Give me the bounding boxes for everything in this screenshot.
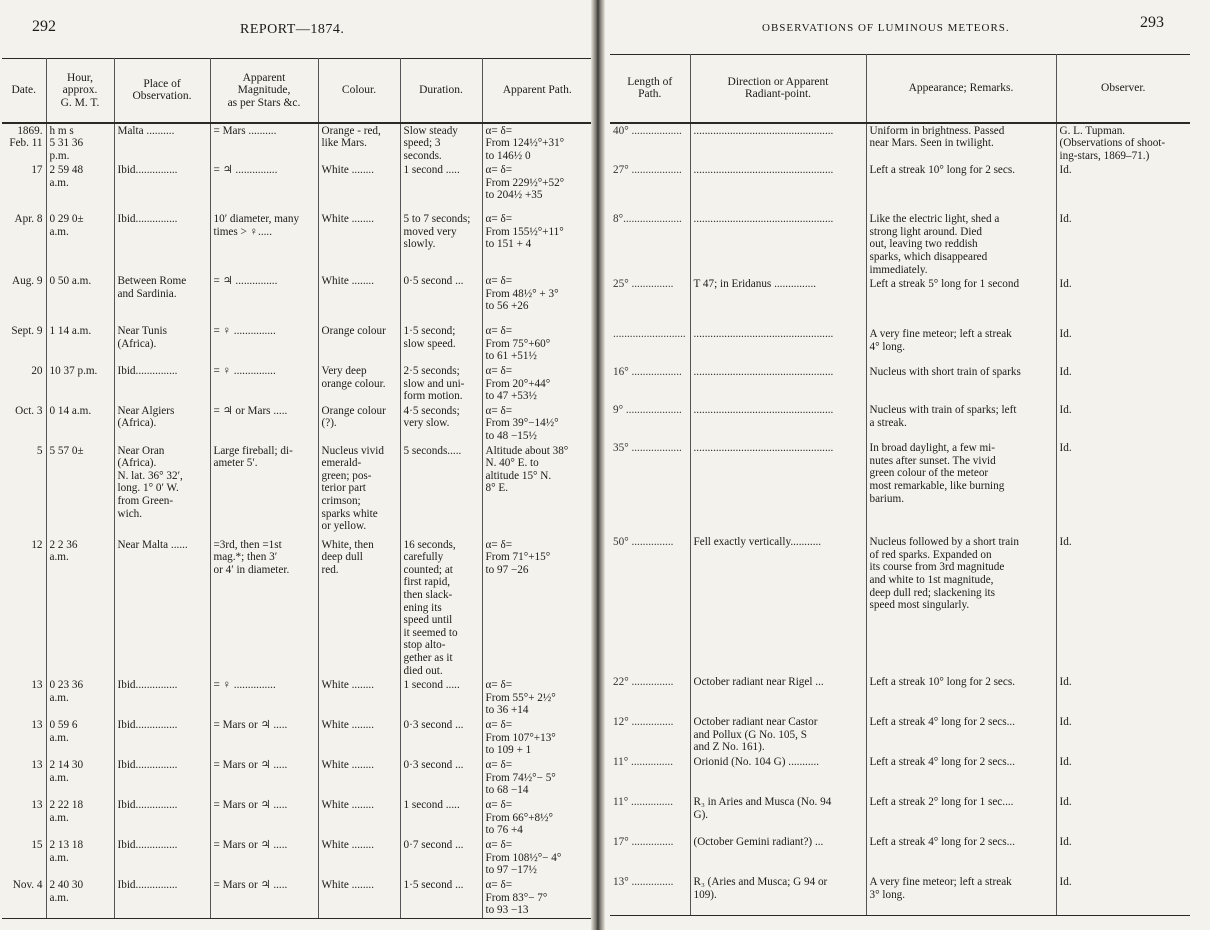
cell-observer: Id.	[1059, 796, 1072, 809]
cell-duration: Slow steady speed; 3 seconds.	[400, 123, 482, 164]
cell-length: 11° ...............	[610, 755, 690, 795]
cell-path: α= δ= From 124½°+31° to 146½ 0	[485, 124, 565, 162]
cell-duration: 2·5 seconds; slow and uni- form motion.	[400, 364, 482, 404]
page-number-right: 293	[1140, 14, 1164, 31]
cell-place: Ibid...............	[114, 364, 210, 404]
cell-path: α= δ= From 75°+60° to 61 +51½	[485, 325, 551, 363]
cell-observer: Id.	[1059, 366, 1072, 379]
cell-direction: Fell exactly vertically...........	[690, 535, 866, 675]
table-row	[610, 441, 1190, 535]
cell-duration: 1·5 second; slow speed.	[400, 324, 482, 364]
cell-duration: 1 second .....	[400, 678, 482, 718]
cell-magnitude: = ♃ or Mars .....	[210, 404, 318, 444]
table-row	[2, 838, 592, 878]
cell-remarks: Nucleus with train of sparks; left a streak.	[866, 403, 1056, 441]
cell-colour: White ........	[318, 798, 400, 838]
cell-place: Ibid...............	[114, 718, 210, 758]
cell-remarks: A very fine meteor; left a streak 4° long.	[866, 327, 1056, 365]
table-row	[610, 835, 1190, 875]
col-header-length: Length of Path.	[610, 55, 690, 123]
cell-path: α= δ= From 108½°− 4° to 97 −17½	[485, 839, 562, 877]
cell-observer: Id.	[1059, 716, 1072, 729]
table-row	[2, 212, 592, 274]
cell-remarks: Like the electric light, shed a strong light around. Died out, leaving two reddish sparks, which disappeared immediately.	[866, 212, 1056, 277]
cell-date: 20	[2, 364, 46, 404]
cell-hour: 0 14 a.m.	[46, 404, 114, 444]
cell-colour: Orange colour	[318, 324, 400, 364]
cell-date: 5	[2, 444, 46, 538]
cell-magnitude: = ♀ ...............	[210, 364, 318, 404]
cell-place: Between Rome and Sardinia.	[114, 274, 210, 324]
cell-length: 9° ....................	[610, 403, 690, 441]
cell-path: α= δ= From 74½°− 5° to 68 −14	[485, 759, 556, 797]
cell-hour: 0 29 0± a.m.	[46, 212, 114, 274]
cell-length: ..........................	[610, 327, 690, 365]
cell-date: Aug. 9	[2, 274, 46, 324]
cell-path: α= δ= From 20°+44° to 47 +53½	[485, 365, 551, 403]
col-header-colour: Colour.	[318, 59, 400, 123]
page-number-left: 292	[32, 18, 56, 35]
cell-place: Ibid...............	[114, 212, 210, 274]
left-page	[0, 0, 596, 930]
cell-path: α= δ= From 48½° + 3° to 56 +26	[485, 275, 559, 313]
cell-colour: Orange - red, like Mars.	[318, 123, 400, 164]
table-row	[610, 715, 1190, 755]
cell-date: 12	[2, 538, 46, 679]
cell-duration: 0·3 second ...	[400, 718, 482, 758]
cell-place: Near Malta ......	[114, 538, 210, 679]
cell-duration: 5 to 7 seconds; moved very slowly.	[400, 212, 482, 274]
cell-colour: White ........	[318, 274, 400, 324]
col-header-hour: Hour, approx. G. M. T.	[46, 59, 114, 123]
table-row	[2, 324, 592, 364]
cell-colour: Nucleus vivid emerald- green; pos- terior part crimson; sparks white or yellow.	[318, 444, 400, 538]
table-row	[610, 875, 1190, 915]
table-row	[2, 163, 592, 212]
cell-duration: 1 second .....	[400, 798, 482, 838]
table-row	[2, 444, 592, 538]
meteor-table-right	[610, 54, 1190, 916]
cell-direction: ..................................................	[690, 441, 866, 535]
cell-path: α= δ= From 83°− 7° to 93 −13	[482, 878, 592, 918]
cell-hour: 2 2 36 a.m.	[46, 538, 114, 679]
cell-direction: T 47; in Eridanus ...............	[690, 277, 866, 327]
cell-colour: White ........	[318, 878, 400, 918]
cell-duration: 0·5 second ...	[400, 274, 482, 324]
col-header-date: Date.	[2, 59, 46, 123]
cell-observer: Id.	[1059, 836, 1072, 849]
cell-duration: 1·5 second ...	[400, 878, 482, 918]
cell-observer: Id.	[1059, 536, 1072, 549]
cell-length: 50° ...............	[610, 535, 690, 675]
cell-remarks: Uniform in brightness. Passed near Mars. Seen in twilight.	[866, 123, 1056, 164]
cell-observer: Id.	[1059, 328, 1072, 341]
table-row	[2, 274, 592, 324]
cell-remarks: Left a streak 4° long for 2 secs...	[866, 835, 1056, 875]
cell-date: 17	[2, 163, 46, 212]
table-row	[610, 277, 1190, 327]
running-head-right: OBSERVATIONS OF LUMINOUS METEORS.	[762, 22, 1010, 34]
cell-remarks: Left a streak 10° long for 2 secs.	[866, 675, 1056, 715]
table-row	[2, 798, 592, 838]
cell-colour: Orange colour (?).	[318, 404, 400, 444]
table-row	[610, 365, 1190, 403]
cell-hour: 0 50 a.m.	[46, 274, 114, 324]
cell-colour: White ........	[318, 758, 400, 798]
cell-place: Ibid...............	[114, 838, 210, 878]
table-row	[610, 755, 1190, 795]
header-row-right	[610, 55, 1190, 123]
cell-remarks: Left a streak 10° long for 2 secs.	[866, 163, 1056, 212]
cell-magnitude: = Mars or ♃ .....	[210, 718, 318, 758]
cell-observer: Id.	[1059, 278, 1072, 291]
cell-duration: 1 second .....	[400, 163, 482, 212]
table-row	[610, 535, 1190, 675]
cell-hour: 0 23 36 a.m.	[46, 678, 114, 718]
table-row	[2, 878, 592, 918]
cell-magnitude: = ♃ ...............	[210, 163, 318, 212]
cell-direction: ..................................................	[690, 212, 866, 277]
table-row	[2, 538, 592, 679]
cell-magnitude: =3rd, then =1st mag.*; then 3′ or 4′ in diameter.	[210, 538, 318, 679]
cell-path: Altitude about 38° N. 40° E. to altitude 15° N. 8° E.	[485, 444, 569, 495]
table-row	[610, 675, 1190, 715]
cell-hour: 2 40 30 a.m.	[46, 878, 114, 918]
cell-colour: White ........	[318, 163, 400, 212]
running-head-left: REPORT—1874.	[240, 22, 345, 37]
cell-duration: 4·5 seconds; very slow.	[400, 404, 482, 444]
table-row	[2, 718, 592, 758]
cell-observer: Id.	[1059, 404, 1072, 417]
cell-remarks: A very fine meteor; left a streak 3° long.	[866, 875, 1056, 915]
table-row	[610, 403, 1190, 441]
cell-place: Malta ..........	[114, 123, 210, 164]
book-gutter	[591, 0, 605, 930]
cell-magnitude: = Mars or ♃ .....	[210, 838, 318, 878]
table-row	[610, 212, 1190, 277]
cell-observer: Id.	[1059, 442, 1072, 455]
cell-observer: G. L. Tupman. (Observations of shoot- ing-stars, 1869–71.)	[1059, 124, 1166, 162]
cell-place: Near Tunis (Africa).	[114, 324, 210, 364]
col-header-remarks: Appearance; Remarks.	[866, 55, 1056, 123]
cell-colour: White ........	[318, 718, 400, 758]
cell-direction: ..................................................	[690, 163, 866, 212]
cell-place: Ibid...............	[114, 163, 210, 212]
cell-colour: White ........	[318, 838, 400, 878]
cell-date: Apr. 8	[2, 212, 46, 274]
col-header-path: Apparent Path.	[482, 59, 592, 123]
cell-length: 40° ..................	[610, 123, 690, 164]
cell-observer: Id.	[1059, 676, 1072, 689]
cell-direction: ..................................................	[690, 365, 866, 403]
cell-observer: Id.	[1059, 164, 1072, 177]
cell-place: Ibid...............	[114, 758, 210, 798]
cell-colour: Very deep orange colour.	[318, 364, 400, 404]
cell-direction: R₃ in Aries and Musca (No. 94 G).	[690, 795, 866, 835]
cell-magnitude: = Mars or ♃ .....	[210, 798, 318, 838]
cell-hour: 2 59 48 a.m.	[46, 163, 114, 212]
cell-place: Near Algiers (Africa).	[114, 404, 210, 444]
cell-hour: 0 59 6 a.m.	[46, 718, 114, 758]
cell-magnitude: = ♀ ...............	[210, 324, 318, 364]
cell-path: α= δ= From 66°+8½° to 76 +4	[485, 799, 553, 837]
cell-direction: October radiant near Rigel ...	[690, 675, 866, 715]
cell-date: Nov. 4	[2, 878, 46, 918]
cell-duration: 0·3 second ...	[400, 758, 482, 798]
header-row-left	[2, 59, 592, 123]
cell-magnitude: = Mars ..........	[210, 123, 318, 164]
cell-path: α= δ= From 71°+15° to 97 −26	[485, 538, 551, 576]
cell-hour: 5 57 0±	[46, 444, 114, 538]
cell-date: Oct. 3	[2, 404, 46, 444]
cell-magnitude: 10′ diameter, many times > ♀.....	[210, 212, 318, 274]
cell-remarks: Left a streak 2° long for 1 sec....	[866, 795, 1056, 835]
cell-length: 27° ..................	[610, 163, 690, 212]
cell-hour: 2 14 30 a.m.	[46, 758, 114, 798]
cell-hour: 2 13 18 a.m.	[46, 838, 114, 878]
cell-duration: 16 seconds, carefully counted; at first rapid, then slack- ening its speed until it seemed to stop alto- gether as it died out.	[400, 538, 482, 679]
cell-observer: Id.	[1059, 213, 1072, 226]
cell-date: 13	[2, 798, 46, 838]
cell-colour: White, then deep dull red.	[318, 538, 400, 679]
cell-remarks: Left a streak 4° long for 2 secs...	[866, 715, 1056, 755]
cell-direction: ..................................................	[690, 123, 866, 164]
cell-path: α= δ= From 229½°+52° to 204½ +35	[485, 164, 565, 202]
cell-length: 16° ..................	[610, 365, 690, 403]
cell-direction: October radiant near Castor and Pollux (G No. 105, S and Z No. 161).	[690, 715, 866, 755]
cell-observer: Id.	[1056, 875, 1190, 915]
cell-place: Ibid...............	[114, 678, 210, 718]
col-header-magnitude: Apparent Magnitude, as per Stars &c.	[210, 59, 318, 123]
cell-path: α= δ= From 39°−14½° to 48 −15½	[485, 404, 559, 443]
cell-magnitude: = ♃ ...............	[210, 274, 318, 324]
cell-remarks: Nucleus with short train of sparks	[866, 365, 1056, 403]
meteor-table-left	[2, 58, 592, 919]
cell-length: 12° ...............	[610, 715, 690, 755]
cell-path: α= δ= From 107°+13° to 109 + 1	[485, 719, 556, 757]
table-row	[2, 404, 592, 444]
cell-length: 25° ...............	[610, 277, 690, 327]
table-row	[2, 123, 592, 164]
cell-hour: h m s 5 31 36 p.m.	[46, 123, 114, 164]
cell-length: 13° ...............	[610, 875, 690, 915]
cell-remarks: Left a streak 4° long for 2 secs...	[866, 755, 1056, 795]
cell-hour: 2 22 18 a.m.	[46, 798, 114, 838]
col-header-observer: Observer.	[1056, 55, 1190, 123]
table-row	[610, 327, 1190, 365]
cell-date: 13	[2, 678, 46, 718]
cell-direction: R₃ (Aries and Musca; G 94 or 109).	[690, 875, 866, 915]
table-row	[610, 123, 1190, 164]
cell-magnitude: = Mars or ♃ .....	[210, 758, 318, 798]
cell-hour: 10 37 p.m.	[46, 364, 114, 404]
cell-magnitude: = ♀ ...............	[210, 678, 318, 718]
cell-direction: ..................................................	[690, 327, 866, 365]
cell-hour: 1 14 a.m.	[46, 324, 114, 364]
cell-date: 1869. Feb. 11	[2, 123, 46, 164]
cell-place: Ibid...............	[114, 878, 210, 918]
cell-magnitude: = Mars or ♃ .....	[210, 878, 318, 918]
cell-remarks: Left a streak 5° long for 1 second	[866, 277, 1056, 327]
cell-date: 15	[2, 838, 46, 878]
table-row	[610, 795, 1190, 835]
cell-date: Sept. 9	[2, 324, 46, 364]
cell-direction: ..................................................	[690, 403, 866, 441]
cell-length: 22° ...............	[610, 675, 690, 715]
cell-direction: Orionid (No. 104 G) ...........	[690, 755, 866, 795]
cell-duration: 5 seconds.....	[400, 444, 482, 538]
cell-magnitude: Large fireball; di- ameter 5′.	[210, 444, 318, 538]
cell-length: 17° ...............	[610, 835, 690, 875]
cell-direction: (October Gemini radiant?) ...	[690, 835, 866, 875]
col-header-direction: Direction or Apparent Radiant-point.	[690, 55, 866, 123]
table-row	[610, 163, 1190, 212]
cell-date: 13	[2, 758, 46, 798]
table-row	[2, 758, 592, 798]
cell-place: Ibid...............	[114, 798, 210, 838]
cell-remarks: Nucleus followed by a short train of red sparks. Expanded on its course from 3rd magnitude and white to 1st magnitude, deep dull red; slackening its speed most singularly.	[866, 535, 1056, 675]
right-page	[604, 0, 1210, 930]
cell-duration: 0·7 second ...	[400, 838, 482, 878]
cell-length: 11° ...............	[610, 795, 690, 835]
cell-colour: White ........	[318, 212, 400, 274]
cell-place: Near Oran (Africa). N. lat. 36° 32′, long. 1° 0′ W. from Green- wich.	[114, 444, 210, 538]
cell-remarks: In broad daylight, a few mi- nutes after sunset. The vivid green colour of the meteor most remarkable, like burning barium.	[866, 441, 1056, 535]
cell-length: 35° ..................	[610, 441, 690, 535]
cell-path: α= δ= From 55°+ 2½° to 36 +14	[485, 679, 556, 717]
cell-length: 8°.....................	[610, 212, 690, 277]
col-header-duration: Duration.	[400, 59, 482, 123]
cell-colour: White ........	[318, 678, 400, 718]
cell-observer: Id.	[1059, 756, 1072, 769]
table-row	[2, 678, 592, 718]
cell-date: 13	[2, 718, 46, 758]
cell-path: α= δ= From 155½°+11° to 151 + 4	[485, 213, 564, 251]
table-row	[2, 364, 592, 404]
col-header-place: Place of Observation.	[114, 59, 210, 123]
